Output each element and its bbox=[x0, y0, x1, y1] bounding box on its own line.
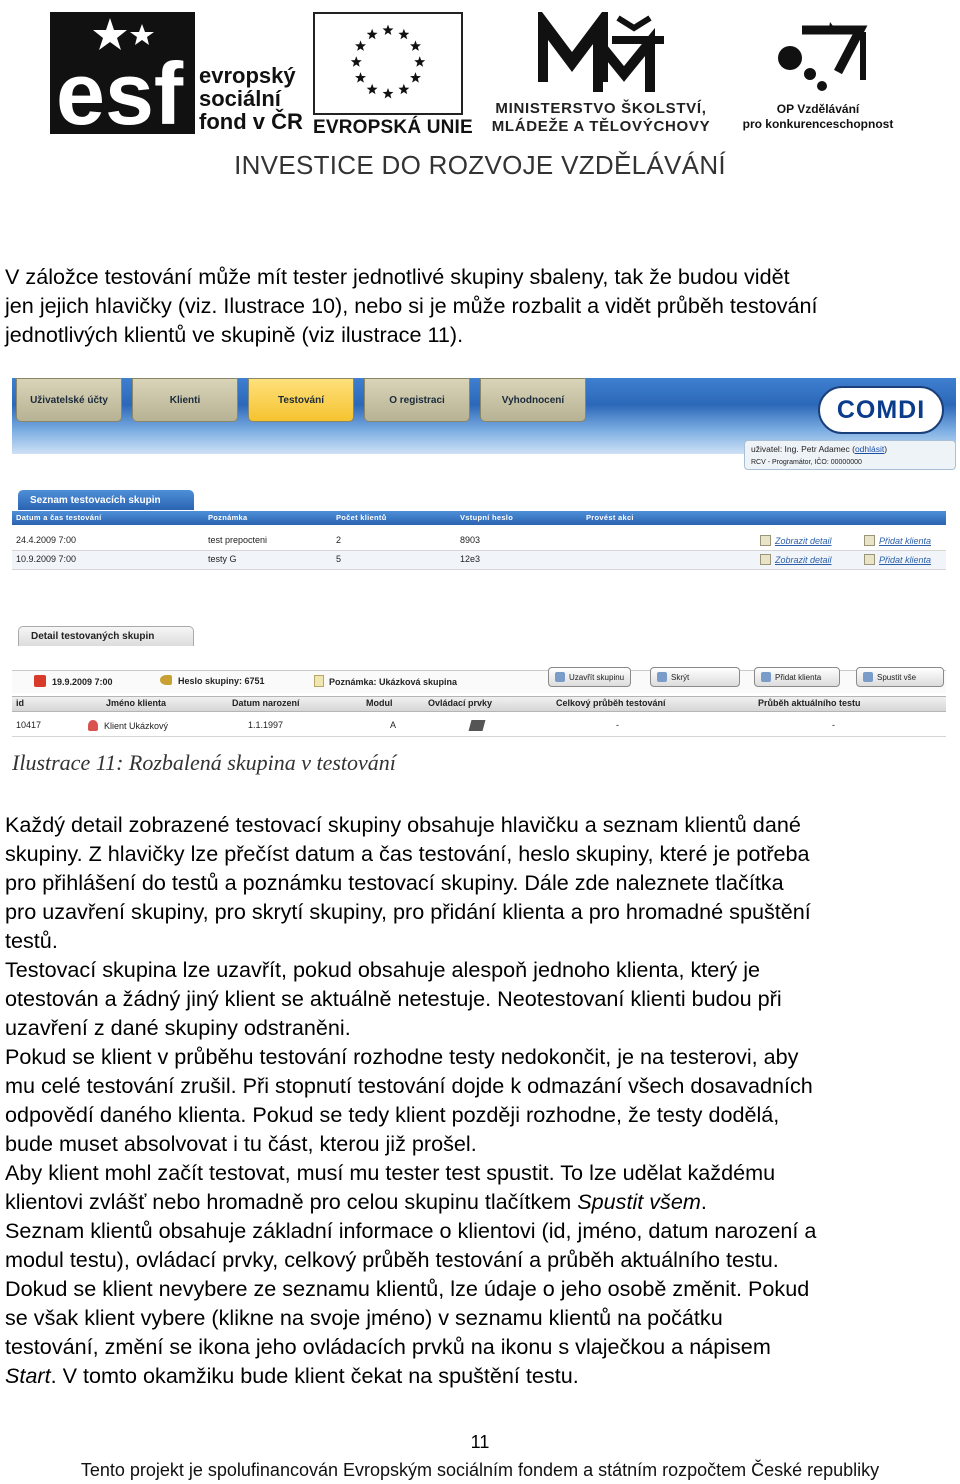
page-number: 11 bbox=[470, 1432, 490, 1452]
illustration-11-screenshot bbox=[12, 378, 956, 740]
close-group-button[interactable]: Uzavřít skupinu bbox=[548, 667, 631, 687]
show-detail-link[interactable]: Zobrazit detail bbox=[760, 535, 832, 546]
table-row: 10417 Klient Ukázkový 1.1.1997 A - - bbox=[12, 716, 946, 737]
op-logo-text: OP Vzdělávání pro konkurenceschopnost bbox=[742, 102, 894, 131]
header-logos bbox=[0, 0, 960, 200]
hide-icon bbox=[657, 672, 667, 682]
detail-icon bbox=[760, 554, 771, 565]
logout-link[interactable]: odhlásit bbox=[854, 444, 885, 454]
add-client-icon bbox=[864, 535, 875, 546]
add-client-icon bbox=[864, 554, 875, 565]
msmt-logo-text: MINISTERSTVO ŠKOLSTVÍ, MLÁDEŽE A TĚLOVÝCHOVY bbox=[491, 100, 711, 135]
control-flag-button[interactable] bbox=[470, 720, 484, 731]
lock-icon bbox=[555, 672, 565, 682]
table-row: 10.9.2009 7:00 testy G 5 12e3 Zobrazit detail Přidat klienta bbox=[12, 551, 946, 570]
esf-logo-icon bbox=[50, 12, 195, 134]
detail-icon bbox=[760, 535, 771, 546]
hide-group-button[interactable]: Skrýt bbox=[650, 667, 740, 687]
op-logo-icon bbox=[772, 12, 872, 100]
start-all-button[interactable]: Spustit vše bbox=[856, 667, 944, 687]
page-footer: Tento projekt je spolufinancován Evropským sociálním fondem a státním rozpočtem České republiky bbox=[80, 1460, 880, 1480]
eu-logo-text: EVROPSKÁ UNIE bbox=[313, 117, 473, 138]
tab-clients[interactable]: Klienti bbox=[132, 378, 238, 422]
person-icon bbox=[88, 720, 98, 731]
play-icon bbox=[863, 672, 873, 682]
illustration-caption: Ilustrace 11: Rozbalená skupina v testování bbox=[12, 750, 396, 775]
show-detail-link[interactable]: Zobrazit detail bbox=[760, 554, 832, 565]
groups-table-header: Datum a čas testování Poznámka Počet klientů Vstupní heslo Provést akci bbox=[12, 511, 946, 525]
groups-section-title: Seznam testovacích skupin bbox=[18, 490, 194, 510]
body-paragraph: Každý detail zobrazené testovací skupiny obsahuje hlavičku a seznam klientů dané skupiny. Z hlavičky lze přečíst datum a čas testování, heslo skupiny, které je potřeba pro přihlášení do testů a poznámku testovací skupiny. Dále zde naleznete tlačítka pro uzavření skupiny, pro skrytí skupiny, pro přidání klienta a pro hromadné spuštění testů. Testovací skupina lze uzavřít, pokud obsahuje alespoň jednoho klienta, který je otestován a žádný jiný klient se aktuálně netestuje. Neotestovaní klienti budou při uzavření z dané skupiny odstraněni. Pokud se klient v průběhu testování rozhodne testy nedokončit, je na testerovi, aby mu celé testování zrušil. Při stopnutí testování dojde k odmazání všech dosavadních odpovědí daného klienta. Pokud se tedy klient později rozhodne, že testy dodělá, bude muset absolvovat i tu část, kterou již prošel. Aby klient mohl začít testovat, musí mu tester test spustit. To lze udělat každému klientovi zvlášť nebo hromadně pro celou skupinu tlačítkem Spustit všem. Seznam klientů obsahuje základní informace o klientovi (id, jméno, datum narození a modul testu), ovládací prvky, celkový průběh testování a průběh aktuálního testu. Dokud se klient nevybere ze seznamu klientů, lze údaje o jeho osobě změnit. Pokud se však klient vybere (klikne na svoje jméno) v seznamu klientů na počátku testování, změní se ikona jeho ovládacích prvků na ikonu s vlaječkou a nápisem Start. V tomto okamžiku bude klient čekat na spuštění testu. bbox=[5, 812, 817, 1388]
table-row: 24.4.2009 7:00 test prepocteni 2 8903 Zobrazit detail Přidat klienta bbox=[12, 532, 946, 551]
key-icon bbox=[160, 675, 172, 685]
add-user-icon bbox=[761, 672, 771, 682]
investice-slogan: INVESTICE DO ROZVOJE VZDĚLÁVÁNÍ bbox=[234, 150, 726, 180]
clients-table-header: id Jméno klienta Datum narození Modul Ovládací prvky Celkový průběh testování Průběh aktuálního testu bbox=[12, 696, 946, 712]
tab-testing[interactable]: Testování bbox=[248, 378, 354, 422]
client-name-link[interactable]: Klient Ukázkový bbox=[88, 720, 168, 731]
esf-logo-text: evropský sociální fond v ČR bbox=[199, 63, 303, 134]
msmt-logo-icon bbox=[538, 12, 666, 98]
add-client-link[interactable]: Přidat klienta bbox=[864, 554, 931, 565]
add-client-link[interactable]: Přidat klienta bbox=[864, 535, 931, 546]
detail-section-title: Detail testovaných skupin bbox=[18, 626, 194, 646]
svg-text:esf: esf bbox=[56, 44, 184, 134]
intro-paragraph: V záložce testování může mít tester jednotlivé skupiny sbaleny, tak že budou vidět jen jejich hlavičky (viz. Ilustrace 10), nebo si je může rozbalit a vidět průběh testování jednotlivých klientů ve skupině (viz ilustrace 11). bbox=[5, 264, 818, 347]
tab-evaluation[interactable]: Vyhodnocení bbox=[480, 378, 586, 422]
add-client-button[interactable]: Přidat klienta bbox=[754, 667, 840, 687]
user-info-box: uživatel: Ing. Petr Adamec (odhlásit) RCV - Programátor, IČO: 00000000 bbox=[744, 440, 956, 470]
tab-about-registration[interactable]: O registraci bbox=[364, 378, 470, 422]
calendar-icon bbox=[34, 675, 46, 687]
note-icon bbox=[314, 675, 324, 687]
flag-icon bbox=[469, 720, 486, 731]
group-detail-header: 19.9.2009 7:00 Heslo skupiny: 6751 Poznámka: Ukázková skupina bbox=[12, 670, 946, 693]
eu-flag-icon bbox=[313, 12, 463, 115]
comdi-logo: COMDI bbox=[818, 386, 944, 434]
tab-user-accounts[interactable]: Uživatelské účty bbox=[16, 378, 122, 422]
